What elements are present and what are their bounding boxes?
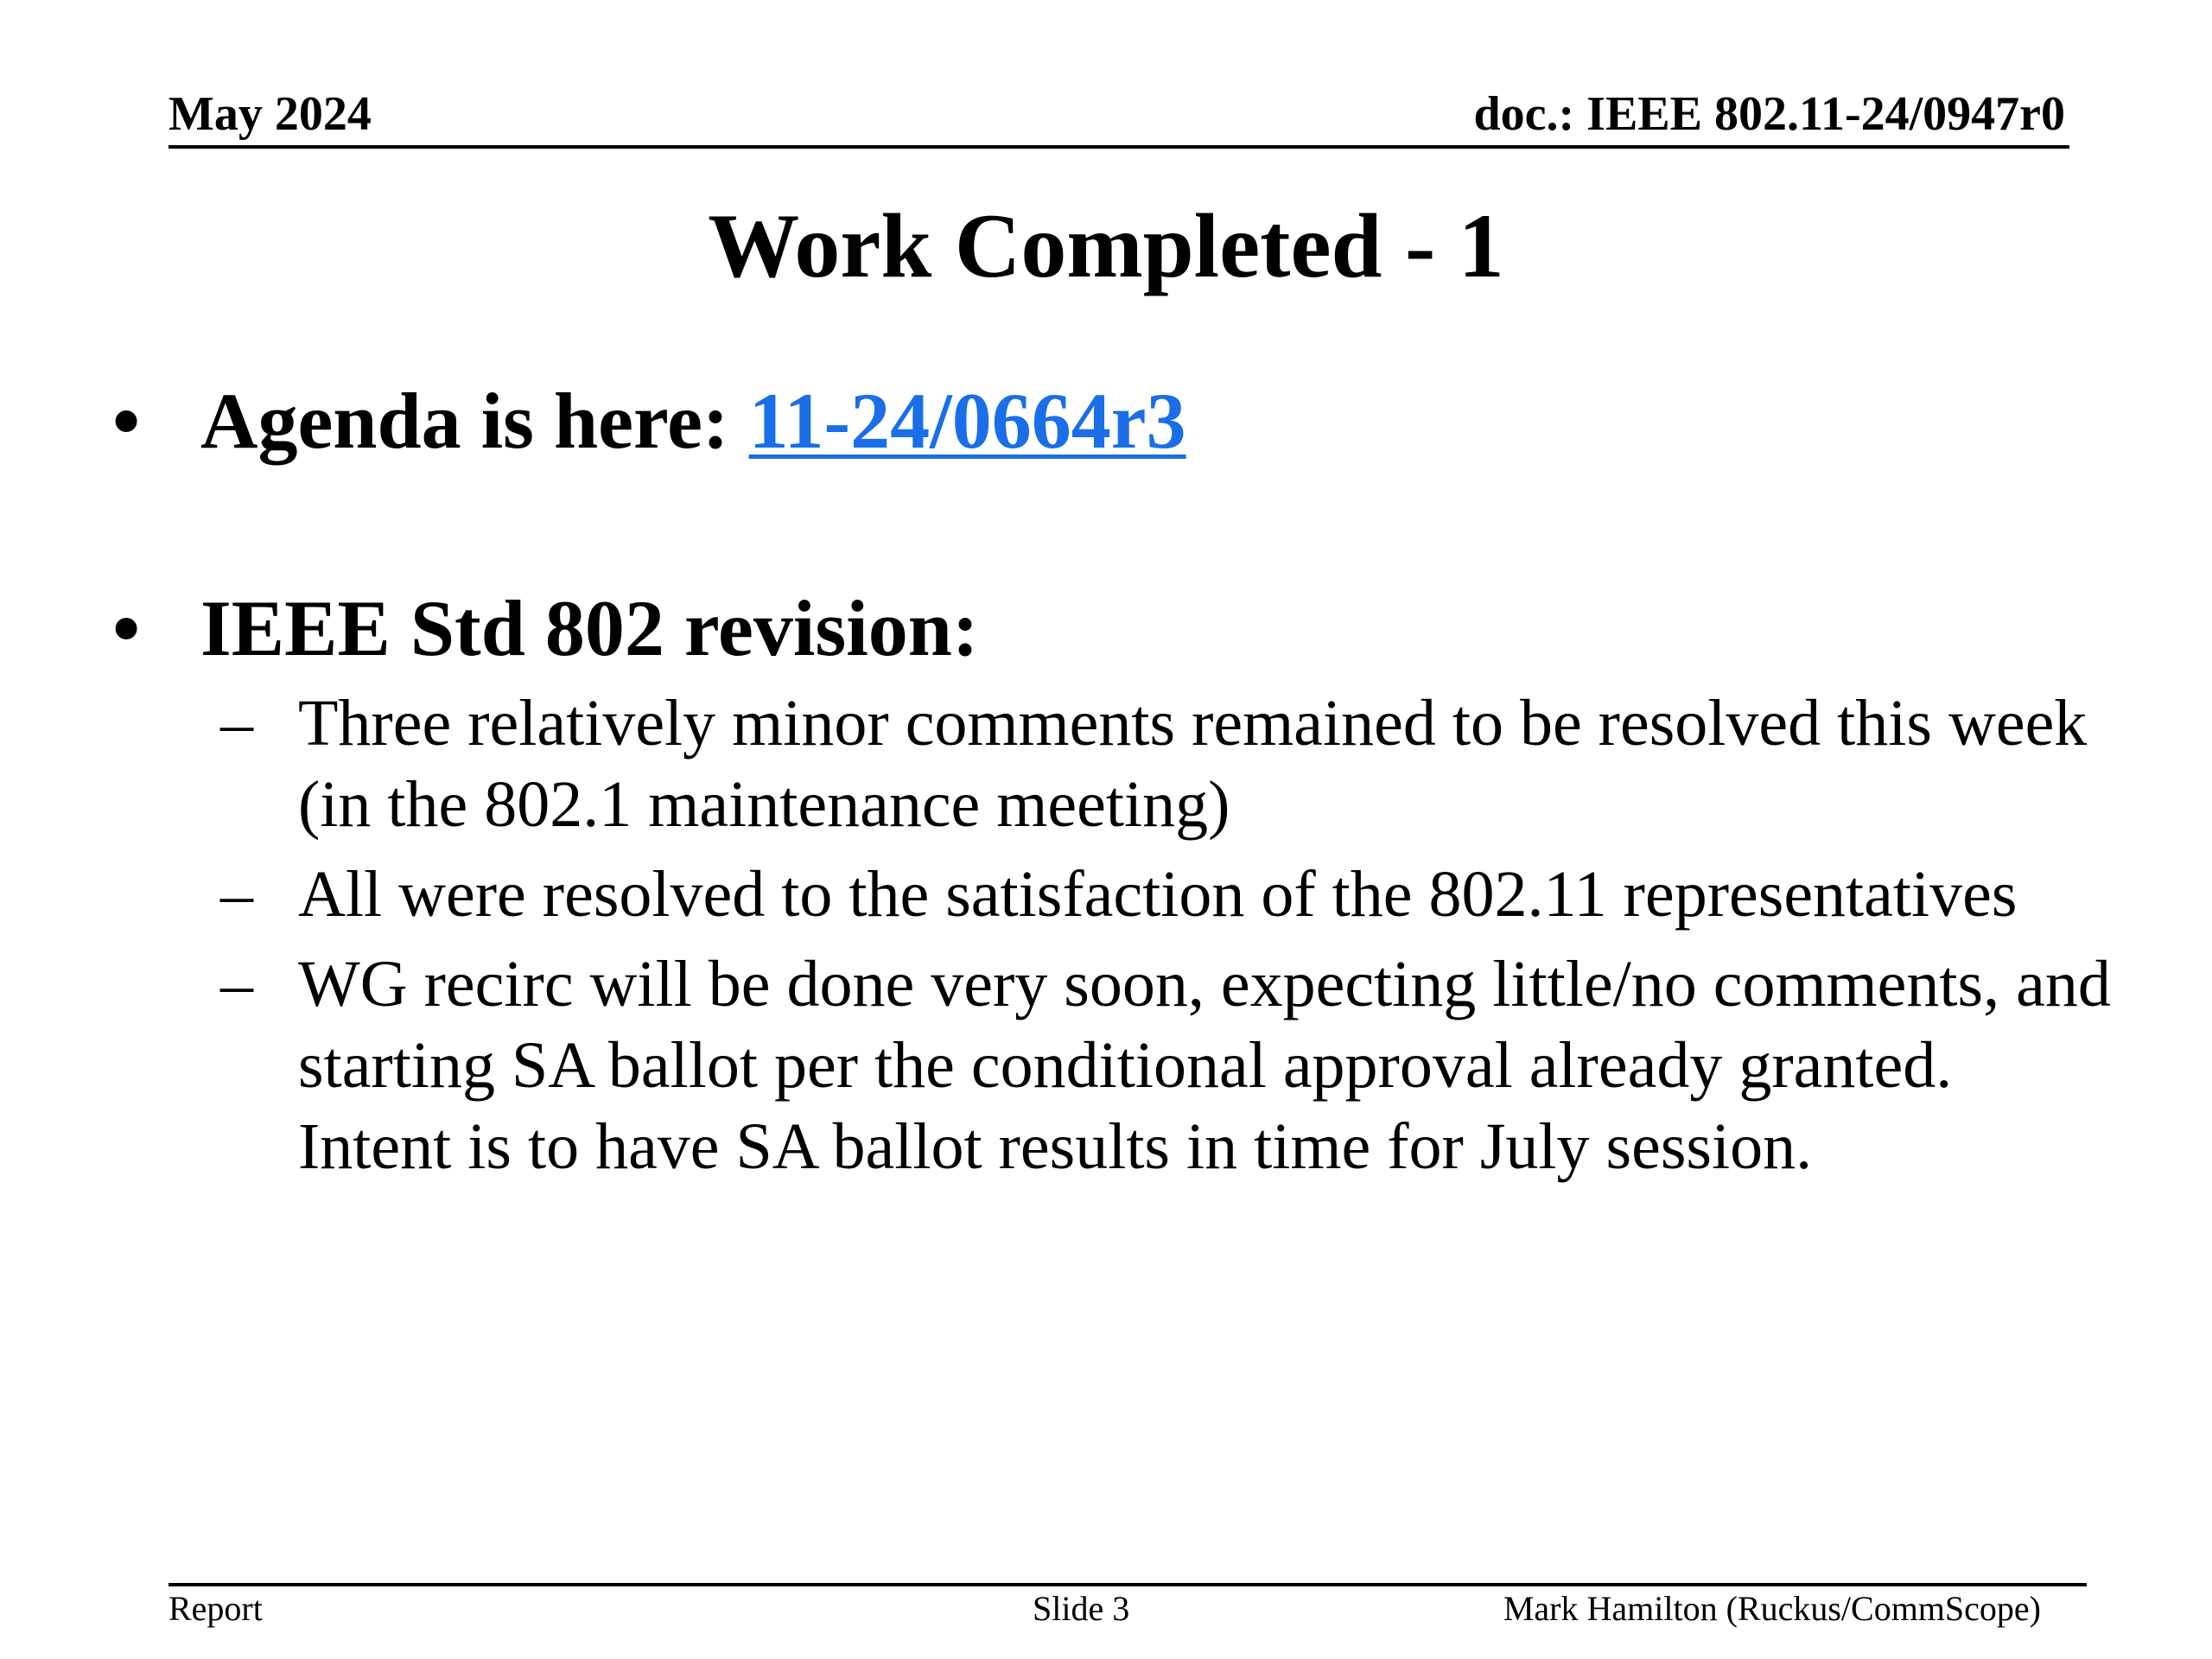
bullet-agenda-text: Agenda is here: <box>200 377 749 465</box>
sub-bullet-text: All were resolved to the satisfaction of the 802.11 representatives <box>298 858 2018 931</box>
bullet-ieee-text: IEEE Std 802 revision: <box>200 584 979 672</box>
sub-bullet-item <box>220 944 2121 1187</box>
sub-bullet-text: Three relatively minor comments remained to be resolved this week (in the 802.1 maintenance meeting) <box>298 687 2088 841</box>
footer-author: Mark Hamilton (Ruckus/CommScope) <box>1503 1589 2041 1628</box>
agenda-link[interactable]: 11-24/0664r3 <box>748 377 1186 465</box>
header-date: May 2024 <box>168 87 372 141</box>
bullet-agenda <box>112 373 1186 468</box>
footer-report: Report <box>168 1589 263 1628</box>
sub-bullet-item <box>220 683 2121 845</box>
slide-title: Work Completed - 1 <box>708 195 1504 296</box>
header-doc-id: doc.: IEEE 802.11-24/0947r0 <box>1473 87 2065 141</box>
bullet-marker: • <box>112 584 141 672</box>
sub-bullet-marker: – <box>220 858 253 931</box>
sub-bullet-marker: – <box>220 687 253 760</box>
bullet-ieee-std-802 <box>112 581 979 676</box>
footer-slide-number: Slide 3 <box>1033 1589 1130 1628</box>
sub-bullet-marker: – <box>220 948 253 1020</box>
footer-divider <box>168 1583 2087 1586</box>
sub-bullet-item <box>220 854 2121 935</box>
sub-bullet-text: WG recirc will be done very soon, expecting little/no comments, and starting SA ballot per the conditional approval already granted. Intent is to have SA ballot results in time for July session. <box>298 948 2111 1183</box>
sub-bullet-list <box>220 683 2121 1196</box>
bullet-marker: • <box>112 377 141 465</box>
header-divider <box>168 145 2069 149</box>
